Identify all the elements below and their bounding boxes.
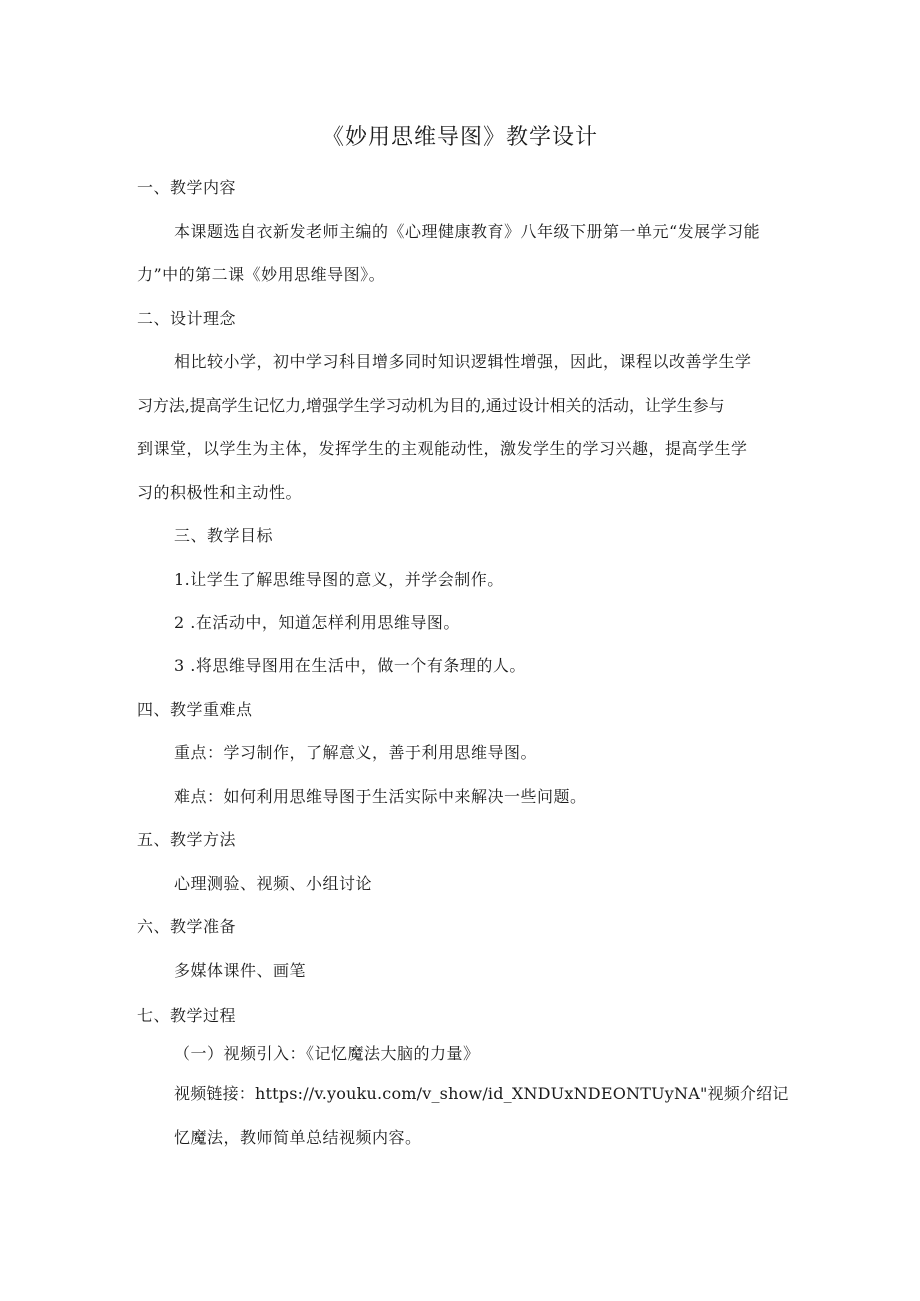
paragraph-line: （一）视频引入：《记忆魔法大脑的力量》: [174, 1044, 480, 1063]
document-title: 《妙用思维导图》教学设计: [321, 125, 598, 150]
section-heading-key-points: 四、教学重难点: [137, 700, 253, 719]
paragraph-line: 相比较小学，初中学习科目增多同时知识逻辑性增强，因此，课程以改善学生学: [174, 352, 752, 371]
section-heading-content: 一、教学内容: [137, 178, 237, 197]
section-heading-methods: 五、教学方法: [137, 830, 237, 849]
list-item: 2 .在活动中，知道怎样利用思维导图。: [174, 613, 460, 632]
list-item: 1.让学生了解思维导图的意义，并学会制作。: [174, 570, 504, 589]
paragraph-line: 本课题选自衣新发老师主编的《心理健康教育》八年级下册第一单元“发展学习能: [174, 222, 761, 241]
paragraph-line: 难点：如何利用思维导图于生活实际中来解决一些问题。: [174, 787, 587, 806]
paragraph-line: 心理测验、视频、小组讨论: [174, 874, 373, 893]
paragraph-line: 多媒体课件、画笔: [174, 961, 307, 980]
section-heading-preparation: 六、教学准备: [137, 917, 237, 936]
list-item: 3 .将思维导图用在生活中，做一个有条理的人。: [174, 656, 526, 675]
paragraph-line: 习的积极性和主动性。: [137, 483, 303, 502]
section-heading-design-concept: 二、设计理念: [137, 309, 237, 328]
section-heading-objectives: 三、教学目标: [174, 526, 274, 545]
paragraph-line: 重点：学习制作，了解意义，善于利用思维导图。: [174, 743, 538, 762]
paragraph-line: 到课堂，以学生为主体，发挥学生的主观能动性，激发学生的学习兴趣，提高学生学: [137, 439, 748, 458]
section-heading-process: 七、教学过程: [137, 1006, 237, 1025]
paragraph-line-video-link: 视频链接：https://v.youku.com/v_show/id_XNDUxNDEONTUyNA"视频介绍记: [174, 1084, 789, 1103]
paragraph-line: 力”中的第二课《妙用思维导图》。: [137, 265, 386, 284]
paragraph-line: 习方法,提高学生记忆力,增强学生学习动机为目的,通过设计相关的活动，让学生参与: [137, 396, 725, 415]
paragraph-line: 忆魔法，教师简单总结视频内容。: [174, 1128, 422, 1147]
